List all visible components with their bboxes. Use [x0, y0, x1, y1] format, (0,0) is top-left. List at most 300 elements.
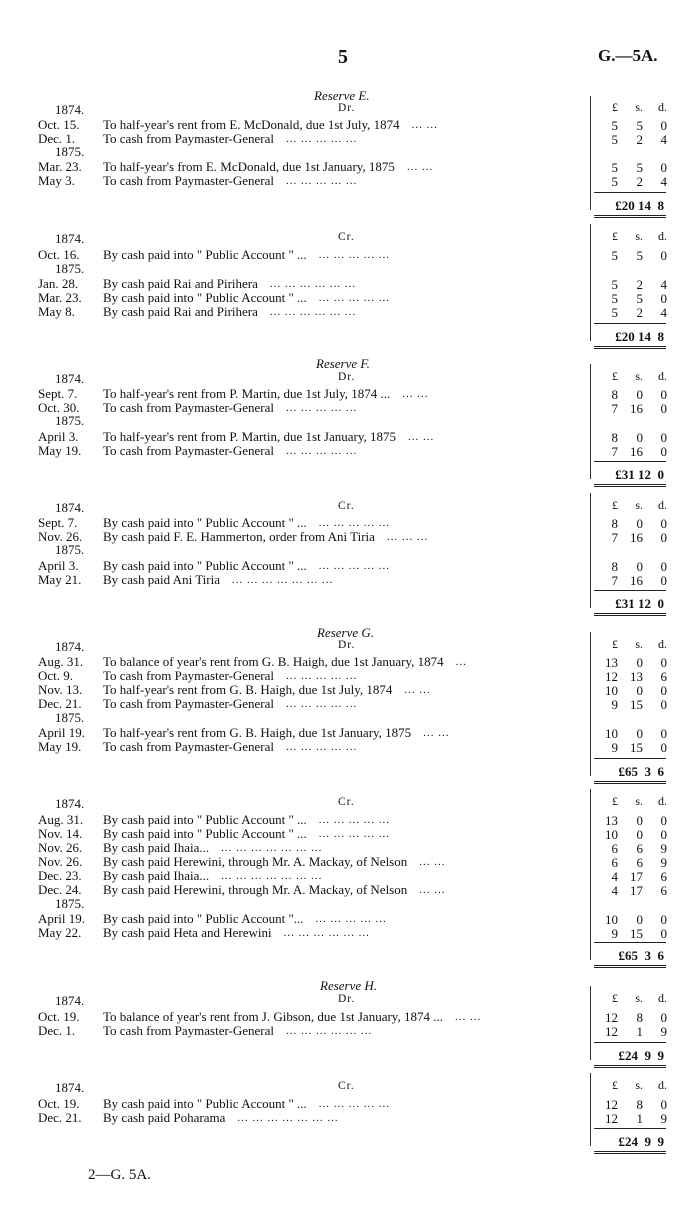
- amount-shillings: 5: [636, 248, 643, 263]
- section-total: £65 3 6: [618, 948, 664, 963]
- ledger-entry: [0, 1010, 700, 1024]
- entry-date: Aug. 31.: [38, 654, 84, 669]
- leader-dots: ... ...: [419, 884, 446, 896]
- leader-dots: ... ... ... ... ... ...: [269, 306, 357, 318]
- leader-dots: ... ...: [454, 1011, 482, 1023]
- amount-pence: 4: [660, 277, 667, 292]
- leader-dots: ... ... ... ... ... ... ...: [221, 870, 323, 882]
- entry-description: By cash paid Ihaia...: [103, 868, 210, 883]
- amount-pounds: 12: [605, 669, 618, 684]
- leader-dots: ... ...: [406, 161, 434, 173]
- ledger-entry: [0, 655, 700, 669]
- amount-pounds: 7: [611, 444, 618, 459]
- entry-description: By cash paid into " Public Account "...: [103, 911, 304, 926]
- ledger-entry: [0, 516, 700, 530]
- amount-pence: 0: [660, 291, 667, 306]
- leader-dots: ... ... ... ... ...: [318, 292, 391, 304]
- amount-pence: 4: [660, 305, 667, 320]
- amount-pence: 0: [660, 1097, 667, 1112]
- amount-pounds: 7: [611, 573, 618, 588]
- amount-shillings: 5: [636, 160, 643, 175]
- amount-pounds: 10: [605, 912, 618, 927]
- amount-pounds: 10: [605, 827, 618, 842]
- entry-date: Dec. 1.: [38, 1023, 76, 1038]
- amount-pence: 0: [660, 387, 667, 402]
- ledger-entry: [0, 1024, 700, 1038]
- column-header-shillings: s.: [635, 1078, 643, 1092]
- leader-dots: ... ... ...: [386, 531, 429, 543]
- entry-description: By cash paid Rai and Pirihera: [103, 276, 258, 291]
- amount-pence: 0: [660, 160, 667, 175]
- amount-shillings: 8: [636, 1010, 643, 1025]
- leader-dots: ... ...: [402, 388, 429, 400]
- amount-pounds: 6: [611, 841, 618, 856]
- cr-label: Cr.: [338, 500, 355, 512]
- entry-description: By cash paid Herewini, through Mr. A. Mackay, of Nelson: [103, 854, 408, 869]
- entry-description: To cash from Paymaster-General: [103, 443, 275, 458]
- entry-date: May 22.: [38, 925, 82, 940]
- leader-dots: ... ... ... ... ...: [286, 698, 358, 710]
- amount-column-rule: [590, 96, 591, 210]
- amount-pence: 9: [660, 841, 667, 856]
- amount-pence: 9: [660, 1111, 667, 1126]
- cr-label: Cr.: [338, 796, 355, 808]
- entry-description: By cash paid F. E. Hammerton, order from Ani Tiria: [103, 529, 375, 544]
- column-header-pence: d.: [658, 498, 667, 512]
- entry-date: Dec. 24.: [38, 882, 82, 897]
- amount-shillings: 2: [636, 174, 643, 189]
- section-total: £20 14 8: [615, 329, 664, 344]
- entry-date: May 8.: [38, 304, 75, 319]
- leader-dots: ... ... ... ... ...: [286, 445, 358, 457]
- amount-pence: 0: [660, 740, 667, 755]
- leader-dots: ... ... ... ... ...: [318, 814, 391, 826]
- amount-pence: 0: [660, 683, 667, 698]
- amount-pence: 0: [660, 401, 667, 416]
- amount-pence: 0: [660, 248, 667, 263]
- total-rule: [594, 942, 666, 943]
- amount-pounds: 9: [611, 697, 618, 712]
- amount-column-rule: [590, 364, 591, 479]
- amount-pence: 0: [660, 530, 667, 545]
- year-label: 1875.: [55, 542, 85, 557]
- leader-dots: ... ... ... ... ... ...: [283, 927, 370, 939]
- section-title: Reserve F.: [316, 356, 370, 371]
- entry-date: Oct. 19.: [38, 1009, 80, 1024]
- column-header-pence: d.: [658, 100, 667, 114]
- dr-label: Dr.: [338, 993, 356, 1005]
- amount-pounds: 13: [605, 655, 618, 670]
- section-total: £31 12 0: [615, 467, 664, 482]
- amount-pence: 0: [660, 1010, 667, 1025]
- entry-date: Oct. 30.: [38, 400, 80, 415]
- ledger-entry: [0, 401, 700, 415]
- total-rule: [594, 192, 666, 193]
- amount-column-rule: [590, 493, 591, 608]
- entry-date: Sept. 7.: [38, 386, 78, 401]
- ledger-entry: [0, 248, 700, 262]
- column-header-pence: d.: [658, 1078, 667, 1092]
- amount-shillings: 6: [636, 841, 643, 856]
- entry-description: To half-year's rent from G. B. Haigh, due 1st July, 1874: [103, 682, 393, 697]
- ledger-entry: [0, 305, 700, 319]
- amount-shillings: 0: [636, 683, 643, 698]
- year-label: 1874.: [55, 231, 85, 246]
- amount-shillings: 2: [636, 305, 643, 320]
- amount-shillings: 17: [630, 883, 643, 898]
- column-header-pence: d.: [658, 229, 667, 243]
- column-header-shillings: s.: [635, 369, 643, 383]
- entry-date: May 19.: [38, 739, 82, 754]
- amount-pence: 0: [660, 697, 667, 712]
- cr-label: Cr.: [338, 231, 355, 243]
- column-header-shillings: s.: [635, 229, 643, 243]
- total-rule: [594, 1042, 666, 1043]
- amount-pounds: 5: [611, 160, 618, 175]
- entry-date: April 3.: [38, 558, 79, 573]
- year-label: 1874.: [55, 371, 85, 386]
- amount-pounds: 7: [611, 530, 618, 545]
- amount-shillings: 13: [630, 669, 643, 684]
- ledger-entry: [0, 387, 700, 401]
- ledger-entry: [0, 869, 700, 883]
- entry-date: Aug. 31.: [38, 812, 84, 827]
- entry-description: By cash paid Herewini, through Mr. A. Mackay, of Nelson: [103, 882, 408, 897]
- amount-pounds: 12: [605, 1097, 618, 1112]
- entry-description: By cash paid Ihaia...: [103, 840, 210, 855]
- year-label: 1874.: [55, 639, 85, 654]
- leader-dots: ... ... ... ... ... ...: [269, 278, 357, 290]
- dr-label: Dr.: [338, 102, 356, 114]
- amount-shillings: 0: [636, 813, 643, 828]
- entry-date: Oct. 19.: [38, 1096, 80, 1111]
- total-double-rule: [594, 613, 666, 616]
- leader-dots: ... ... ... ... ...: [315, 913, 387, 925]
- total-rule: [594, 461, 666, 462]
- leader-dots: ... ... ... ... ...: [286, 175, 358, 187]
- entry-date: Nov. 26.: [38, 840, 83, 855]
- entry-description: By cash paid into " Public Account " ...: [103, 812, 307, 827]
- amount-pounds: 5: [611, 174, 618, 189]
- leader-dots: ... ... ... ... ...: [318, 249, 391, 261]
- amount-shillings: 15: [630, 926, 643, 941]
- ledger-entry: [0, 683, 700, 697]
- amount-pence: 9: [660, 855, 667, 870]
- leader-dots: ... ...: [411, 119, 438, 131]
- entry-description: To half-year's rent from P. Martin, due 1st July, 1874 ...: [103, 386, 391, 401]
- ledger-entry: [0, 855, 700, 869]
- amount-shillings: 0: [636, 912, 643, 927]
- amount-shillings: 8: [636, 1097, 643, 1112]
- entry-description: To balance of year's rent from J. Gibson, due 1st January, 1874 ...: [103, 1009, 443, 1024]
- amount-pounds: 8: [611, 516, 618, 531]
- amount-pence: 4: [660, 132, 667, 147]
- entry-date: Mar. 23.: [38, 159, 82, 174]
- amount-pence: 4: [660, 174, 667, 189]
- leader-dots: ... ...: [423, 727, 450, 739]
- total-double-rule: [594, 965, 666, 968]
- entry-description: By cash paid Poharama: [103, 1110, 226, 1125]
- entry-description: To half-year's rent from G. B. Haigh, due 1st January, 1875: [103, 725, 412, 740]
- entry-date: Dec. 1.: [38, 131, 76, 146]
- ledger-entry: [0, 697, 700, 711]
- amount-shillings: 16: [630, 573, 643, 588]
- entry-description: To balance of year's rent from G. B. Haigh, due 1st January, 1874: [103, 654, 444, 669]
- amount-shillings: 16: [630, 401, 643, 416]
- amount-shillings: 0: [636, 827, 643, 842]
- leader-dots: ... ... ... ... ... ... ...: [237, 1112, 339, 1124]
- year-label: 1874.: [55, 1080, 85, 1095]
- entry-date: Nov. 26.: [38, 854, 83, 869]
- column-header-shillings: s.: [635, 498, 643, 512]
- entry-description: By cash paid Heta and Herewini: [103, 925, 272, 940]
- column-header-pence: d.: [658, 637, 667, 651]
- amount-pounds: 10: [605, 726, 618, 741]
- leader-dots: ... ... ... ... ... ... ...: [221, 842, 323, 854]
- section-total: £24 9 9: [618, 1134, 664, 1149]
- page-reference: G.—5A.: [598, 46, 658, 65]
- amount-pounds: 6: [611, 855, 618, 870]
- amount-pence: 0: [660, 430, 667, 445]
- ledger-entry: [0, 530, 700, 544]
- amount-shillings: 2: [636, 132, 643, 147]
- amount-shillings: 2: [636, 277, 643, 292]
- year-label: 1874.: [55, 796, 85, 811]
- amount-pence: 0: [660, 573, 667, 588]
- amount-pounds: 12: [605, 1010, 618, 1025]
- amount-shillings: 1: [636, 1111, 643, 1126]
- amount-pounds: 12: [605, 1024, 618, 1039]
- section-total: £24 9 9: [618, 1048, 664, 1063]
- total-double-rule: [594, 781, 666, 784]
- amount-pence: 6: [660, 869, 667, 884]
- amount-pounds: 4: [611, 869, 618, 884]
- amount-pence: 0: [660, 827, 667, 842]
- entry-date: Jan. 28.: [38, 276, 79, 291]
- column-header-pounds: £: [612, 991, 618, 1005]
- amount-pounds: 12: [605, 1111, 618, 1126]
- total-double-rule: [594, 1151, 666, 1154]
- year-label: 1875.: [55, 710, 85, 725]
- entry-description: By cash paid Ani Tiria: [103, 572, 221, 587]
- ledger-entry: [0, 160, 700, 174]
- entry-date: Oct. 9.: [38, 668, 74, 683]
- amount-pence: 0: [660, 444, 667, 459]
- amount-pence: 0: [660, 516, 667, 531]
- leader-dots: ... ... ... ... ...: [286, 402, 358, 414]
- amount-pounds: 5: [611, 291, 618, 306]
- amount-pounds: 5: [611, 132, 618, 147]
- ledger-entry: [0, 726, 700, 740]
- amount-pounds: 7: [611, 401, 618, 416]
- year-label: 1875.: [55, 896, 85, 911]
- leader-dots: ... ... ... ... ...: [318, 828, 391, 840]
- entry-description: To half-year's rent from E. McDonald, due 1st July, 1874: [103, 117, 400, 132]
- column-header-pounds: £: [612, 637, 618, 651]
- amount-shillings: 5: [636, 118, 643, 133]
- ledger-entry: [0, 559, 700, 573]
- leader-dots: ... ... ... ... ...: [286, 133, 358, 145]
- leader-dots: ... ...: [404, 684, 431, 696]
- column-header-pounds: £: [612, 794, 618, 808]
- page-number: 5: [338, 46, 348, 68]
- ledger-entry: [0, 841, 700, 855]
- section-total: £31 12 0: [615, 596, 664, 611]
- ledger-entry: [0, 132, 700, 146]
- leader-dots: ... ... ... ... ...: [286, 670, 358, 682]
- entry-date: Sept. 7.: [38, 515, 78, 530]
- entry-date: Nov. 14.: [38, 826, 83, 841]
- dr-label: Dr.: [338, 371, 356, 383]
- amount-shillings: 16: [630, 530, 643, 545]
- amount-shillings: 5: [636, 291, 643, 306]
- amount-pounds: 5: [611, 305, 618, 320]
- entry-date: Dec. 23.: [38, 868, 82, 883]
- leader-dots: ... ...: [408, 431, 435, 443]
- amount-pence: 0: [660, 726, 667, 741]
- entry-description: To cash from Paymaster-General: [103, 1023, 275, 1038]
- leader-dots: ... ... ... ... ... ... ...: [232, 574, 334, 586]
- entry-date: April 19.: [38, 911, 85, 926]
- dr-label: Dr.: [338, 639, 356, 651]
- ledger-entry: [0, 174, 700, 188]
- entry-description: To cash from Paymaster-General: [103, 131, 275, 146]
- total-double-rule: [594, 346, 666, 349]
- ledger-entry: [0, 277, 700, 291]
- leader-dots: ... ... ... ... ...: [286, 741, 358, 753]
- section-title: Reserve E.: [314, 88, 370, 103]
- entry-description: To half-year's from E. McDonald, due 1st January, 1875: [103, 159, 395, 174]
- ledger-entry: [0, 669, 700, 683]
- column-header-shillings: s.: [635, 637, 643, 651]
- entry-date: May 19.: [38, 443, 82, 458]
- amount-pounds: 5: [611, 277, 618, 292]
- column-header-pence: d.: [658, 369, 667, 383]
- entry-description: To cash from Paymaster-General: [103, 696, 275, 711]
- ledger-entry: [0, 813, 700, 827]
- column-header-pounds: £: [612, 100, 618, 114]
- entry-description: By cash paid into " Public Account " ...: [103, 826, 307, 841]
- ledger-entry: [0, 1111, 700, 1125]
- entry-description: By cash paid into " Public Account " ...: [103, 1096, 307, 1111]
- footer-reference: 2—G. 5A.: [88, 1167, 151, 1183]
- amount-pounds: 10: [605, 683, 618, 698]
- entry-description: By cash paid into " Public Account " ...: [103, 290, 307, 305]
- amount-shillings: 0: [636, 655, 643, 670]
- entry-date: Mar. 23.: [38, 290, 82, 305]
- column-header-shillings: s.: [635, 100, 643, 114]
- amount-shillings: 15: [630, 697, 643, 712]
- amount-pence: 0: [660, 926, 667, 941]
- entry-date: Dec. 21.: [38, 696, 82, 711]
- total-rule: [594, 1128, 666, 1129]
- amount-shillings: 1: [636, 1024, 643, 1039]
- leader-dots: ...: [455, 656, 467, 668]
- amount-shillings: 16: [630, 444, 643, 459]
- ledger-entry: [0, 912, 700, 926]
- column-header-shillings: s.: [635, 794, 643, 808]
- column-header-pounds: £: [612, 1078, 618, 1092]
- amount-pounds: 13: [605, 813, 618, 828]
- amount-pounds: 9: [611, 740, 618, 755]
- year-label: 1874.: [55, 102, 85, 117]
- amount-shillings: 0: [636, 387, 643, 402]
- amount-shillings: 15: [630, 740, 643, 755]
- amount-shillings: 0: [636, 516, 643, 531]
- ledger-entry: [0, 827, 700, 841]
- year-label: 1875.: [55, 261, 85, 276]
- amount-shillings: 0: [636, 559, 643, 574]
- section-total: £65 3 6: [618, 764, 664, 779]
- leader-dots: ... ... ... ... ...: [318, 560, 391, 572]
- cr-label: Cr.: [338, 1080, 355, 1092]
- amount-pounds: 9: [611, 926, 618, 941]
- column-header-pounds: £: [612, 369, 618, 383]
- column-header-pounds: £: [612, 229, 618, 243]
- total-rule: [594, 758, 666, 759]
- entry-description: To cash from Paymaster-General: [103, 739, 275, 754]
- leader-dots: ... ...: [419, 856, 446, 868]
- entry-description: By cash paid into " Public Account " ...: [103, 515, 307, 530]
- amount-pence: 0: [660, 559, 667, 574]
- amount-pence: 0: [660, 813, 667, 828]
- amount-pence: 0: [660, 655, 667, 670]
- amount-pounds: 8: [611, 430, 618, 445]
- ledger-entry: [0, 430, 700, 444]
- amount-pounds: 4: [611, 883, 618, 898]
- section-title: Reserve H.: [320, 978, 378, 993]
- entry-date: May 21.: [38, 572, 82, 587]
- total-rule: [594, 590, 666, 591]
- amount-pence: 9: [660, 1024, 667, 1039]
- leader-dots: ... ... ... ... ...: [318, 517, 391, 529]
- column-header-pence: d.: [658, 991, 667, 1005]
- ledger-entry: [0, 926, 700, 940]
- entry-date: Nov. 26.: [38, 529, 83, 544]
- leader-dots: ... ... ... ... ...: [318, 1098, 391, 1110]
- entry-date: Dec. 21.: [38, 1110, 82, 1125]
- entry-date: Oct. 16.: [38, 247, 80, 262]
- entry-date: Oct. 15.: [38, 117, 80, 132]
- year-label: 1874.: [55, 993, 85, 1008]
- ledger-entry: [0, 444, 700, 458]
- leader-dots: ... ... ... ... ... ...: [286, 1025, 373, 1037]
- entry-date: Nov. 13.: [38, 682, 83, 697]
- amount-pence: 6: [660, 669, 667, 684]
- entry-date: April 3.: [38, 429, 79, 444]
- ledger-entry: [0, 883, 700, 897]
- total-double-rule: [594, 1065, 666, 1068]
- amount-pence: 0: [660, 118, 667, 133]
- amount-shillings: 0: [636, 430, 643, 445]
- entry-description: By cash paid into " Public Account " ...: [103, 558, 307, 573]
- ledger-entry: [0, 1097, 700, 1111]
- total-double-rule: [594, 484, 666, 487]
- total-double-rule: [594, 215, 666, 218]
- entry-description: By cash paid into " Public Account " ...: [103, 247, 307, 262]
- amount-shillings: 17: [630, 869, 643, 884]
- entry-date: May 3.: [38, 173, 75, 188]
- ledger-entry: [0, 291, 700, 305]
- amount-pounds: 5: [611, 118, 618, 133]
- amount-pounds: 5: [611, 248, 618, 263]
- entry-description: By cash paid Rai and Pirihera: [103, 304, 258, 319]
- ledger-entry: [0, 118, 700, 132]
- entry-description: To half-year's rent from P. Martin, due 1st January, 1875: [103, 429, 397, 444]
- section-title: Reserve G.: [317, 625, 375, 640]
- entry-description: To cash from Paymaster-General: [103, 668, 275, 683]
- total-rule: [594, 323, 666, 324]
